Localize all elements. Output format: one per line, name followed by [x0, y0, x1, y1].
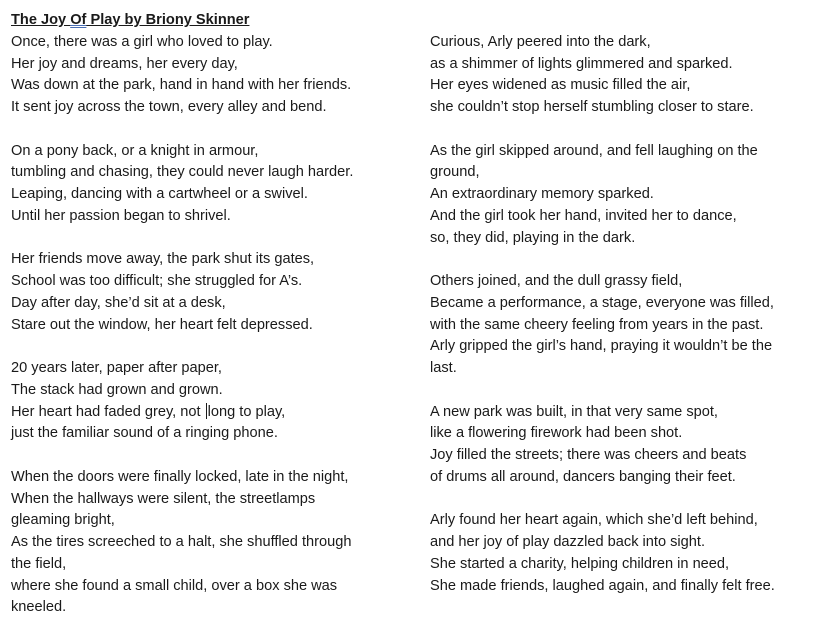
title-part-3: Play by Briony Skinner	[86, 12, 250, 28]
poem-line[interactable]: she couldn’t stop herself stumbling closer to stare.	[430, 99, 754, 115]
poem-line[interactable]: and her joy of play dazzled back into sight.	[430, 534, 706, 550]
poem-line[interactable]: 20 years later, paper after paper,	[11, 360, 222, 376]
poem-line[interactable]: Once, there was a girl who loved to play.	[11, 33, 273, 50]
stanza-break	[430, 249, 802, 271]
poem-line[interactable]: She started a charity, helping children in need,	[430, 555, 730, 572]
poem-line[interactable]: Her joy and dreams, her every day,	[11, 55, 238, 72]
poem-line[interactable]: And the girl took her hand, invited her to dance,	[430, 207, 737, 224]
poem-line[interactable]: Leaping, dancing with a cartwheel or a swivel.	[11, 186, 308, 202]
poem-line[interactable]: School was too difficult; she struggled for A’s.	[11, 273, 303, 289]
poem-line[interactable]: The stack had grown and grown.	[11, 381, 223, 398]
poem-line[interactable]: where she found a small child, over a box she was	[11, 577, 338, 594]
poem-line[interactable]: Arly gripped the girl’s hand, praying it wouldn’t be the	[430, 338, 773, 355]
poem-line[interactable]: like a flowering firework had been shot.	[430, 425, 683, 442]
poem-right-column	[430, 10, 802, 597]
right-stanza-4	[430, 402, 802, 489]
poem-line[interactable]: just the familiar sound of a ringing phone.	[11, 425, 278, 442]
stanza-break	[11, 336, 383, 358]
poem-line[interactable]: As the tires screeched to a halt, she shuffled through	[11, 534, 352, 550]
title-row-spacer	[430, 10, 802, 32]
left-stanza-2	[11, 141, 383, 228]
poem-line[interactable]: Her friends move away, the park shut its gates,	[11, 251, 315, 268]
left-stanza-3	[11, 249, 383, 336]
text-cursor	[206, 403, 207, 419]
poem-line[interactable]: Curious, Arly peered into the dark,	[430, 33, 651, 50]
poem-line[interactable]: When the hallways were silent, the streetlamps	[11, 490, 316, 507]
poem-line[interactable]: the field,	[11, 555, 67, 572]
stanza-break	[430, 489, 802, 511]
poem-line[interactable]: Her eyes widened as music filled the air,	[430, 77, 691, 94]
right-stanza-3	[430, 271, 802, 380]
poem-line[interactable]: ground,	[430, 164, 480, 181]
stanza-break	[11, 445, 383, 467]
left-stanza-5	[11, 467, 383, 619]
poem-line[interactable]: It sent joy across the town, every alley and bend.	[11, 99, 327, 115]
left-stanza-1	[11, 32, 383, 119]
poem-line[interactable]: so, they did, playing in the dark.	[430, 229, 636, 246]
poem-line[interactable]: Joy filled the streets; there was cheers and beats	[430, 447, 747, 463]
poem-line[interactable]: Until her passion began to shrivel.	[11, 207, 231, 224]
poem-line[interactable]: with the same cheery feeling from years in the past.	[430, 316, 764, 333]
poem-line[interactable]: Others joined, and the dull grassy field,	[430, 273, 683, 289]
poem-line[interactable]: A new park was built, in that very same spot,	[430, 403, 718, 420]
poem-line[interactable]: gleaming bright,	[11, 512, 115, 529]
stanza-break	[11, 119, 383, 141]
poem-line[interactable]: She made friends, laughed again, and finally felt free.	[430, 577, 775, 594]
right-stanza-5	[430, 510, 802, 597]
poem-line[interactable]: An extraordinary memory sparked.	[430, 186, 654, 202]
poem-line[interactable]: Was down at the park, hand in hand with her friends.	[11, 77, 352, 94]
poem-line[interactable]: kneeled.	[11, 599, 67, 616]
poem-line[interactable]: As the girl skipped around, and fell laughing on the	[430, 142, 758, 159]
stanza-break	[430, 119, 802, 141]
left-stanza-4	[11, 358, 383, 445]
title-part-1: The Joy	[11, 12, 71, 28]
poem-line[interactable]: Stare out the window, her heart felt depressed.	[11, 316, 313, 333]
right-stanza-2	[430, 141, 802, 250]
poem-left-column	[11, 10, 383, 619]
poem-line[interactable]: Became a performance, a stage, everyone was filled,	[430, 294, 774, 311]
poem-line[interactable]: On a pony back, or a knight in armour,	[11, 142, 259, 159]
poem-line[interactable]: tumbling and chasing, they could never laugh harder.	[11, 164, 354, 181]
line-text-before-cursor: Her heart had faded grey, not	[11, 403, 205, 420]
stanza-break	[11, 228, 383, 250]
poem-line[interactable]: of drums all around, dancers banging their feet.	[430, 468, 736, 485]
poem-line[interactable]: Day after day, she’d sit at a desk,	[11, 294, 226, 311]
poem-title[interactable]	[11, 10, 383, 32]
poem-line[interactable]: Arly found her heart again, which she’d left behind,	[430, 512, 758, 529]
right-stanza-1	[430, 32, 802, 119]
stanza-break	[430, 380, 802, 402]
title-part-of: Of	[70, 12, 87, 28]
line-text-after-cursor: long to play,	[207, 403, 286, 420]
poem-line[interactable]: last.	[430, 360, 457, 376]
poem-line[interactable]: When the doors were finally locked, late in the night,	[11, 468, 349, 485]
poem-line-with-cursor[interactable]	[11, 402, 383, 424]
poem-line[interactable]: as a shimmer of lights glimmered and sparked.	[430, 55, 733, 72]
